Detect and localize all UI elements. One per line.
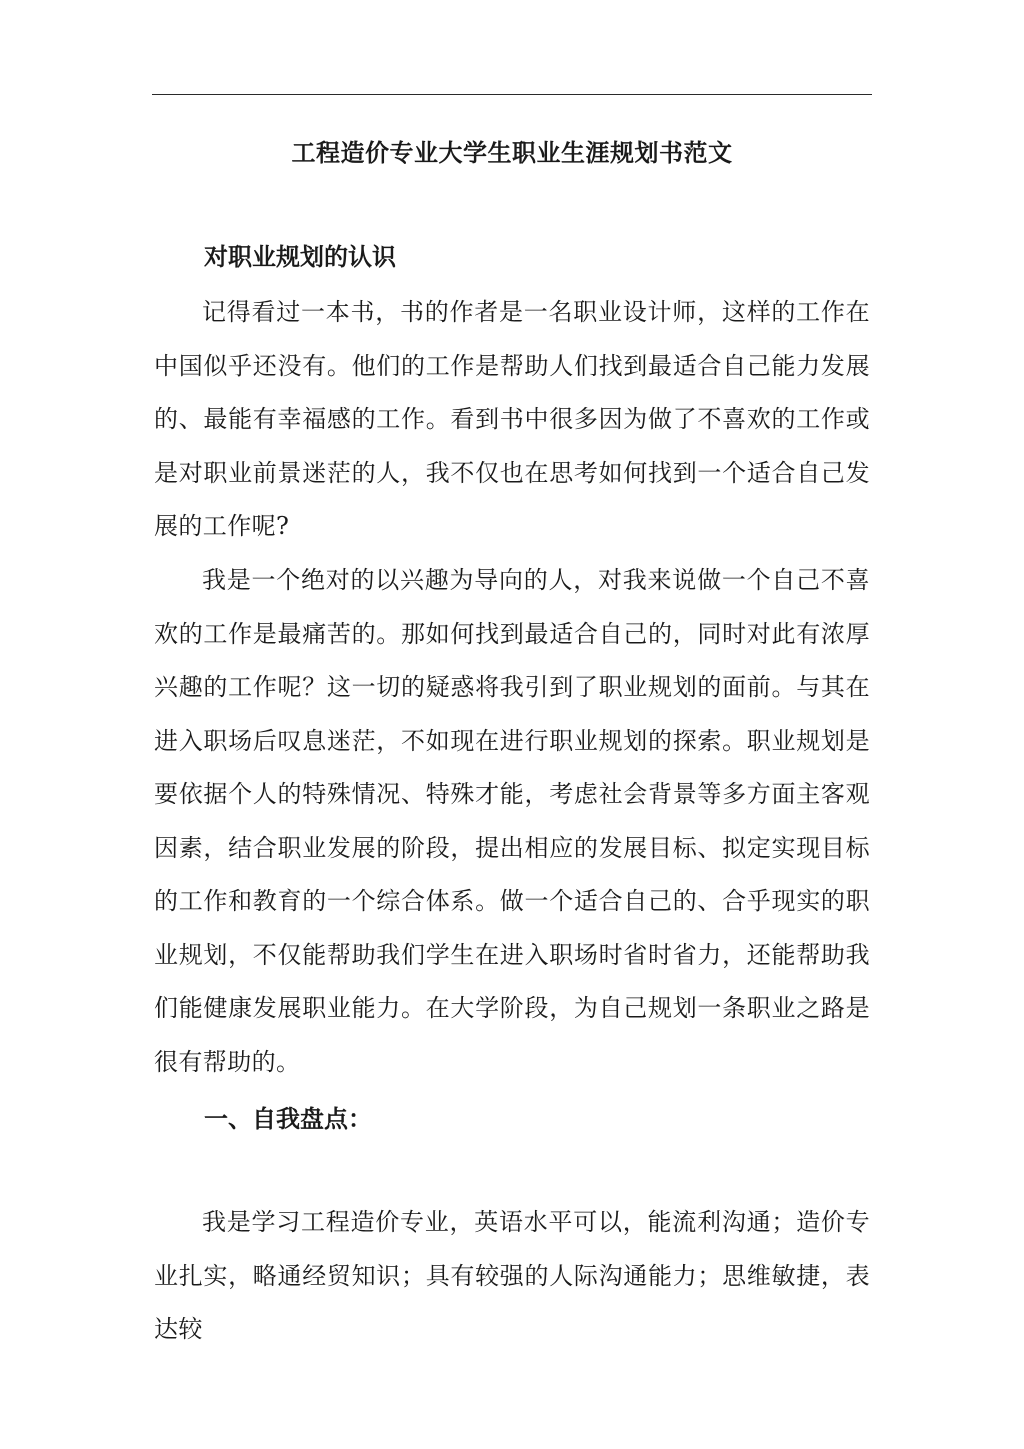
section-heading-self-assessment: 一、自我盘点： [204,1104,372,1133]
section-heading-career-planning: 对职业规划的认识 [204,242,396,271]
paragraph: 我是学习工程造价专业，英语水平可以，能流利沟通；造价专业扎实，略通经贸知识；具有较强的人际沟通能力；思维敏捷，表达较 [154,1208,870,1343]
header-rule [152,94,872,95]
document-title: 工程造价专业大学生职业生涯规划书范文 [291,138,733,167]
paragraph: 我是一个绝对的以兴趣为导向的人，对我来说做一个自己不喜欢的工作是最痛苦的。那如何找到最适合自己的，同时对此有浓厚兴趣的工作呢？这一切的疑惑将我引到了职业规划的面前。与其在进入职场后叹息迷茫，不如现在进行职业规划的探索。职业规划是要依据个人的特殊情况、特殊才能，考虑社会背景等多方面主客观因素，结合职业发展的阶段，提出相应的发展目标、拟定实现目标的工作和教育的一个综合体系。做一个适合自己的、合乎现实的职业规划，不仅能帮助我们学生在进入职场时省时省力，还能帮助我们能健康发展职业能力。在大学阶段，为自己规划一条职业之路是很有帮助的。 [154,566,870,1076]
paragraph: 记得看过一本书，书的作者是一名职业设计师，这样的工作在中国似乎还没有。他们的工作是帮助人们找到最适合自己能力发展的、最能有幸福感的工作。看到书中很多因为做了不喜欢的工作或是对职业前景迷茫的人，我不仅也在思考如何找到一个适合自己发展的工作呢? [154,298,870,540]
